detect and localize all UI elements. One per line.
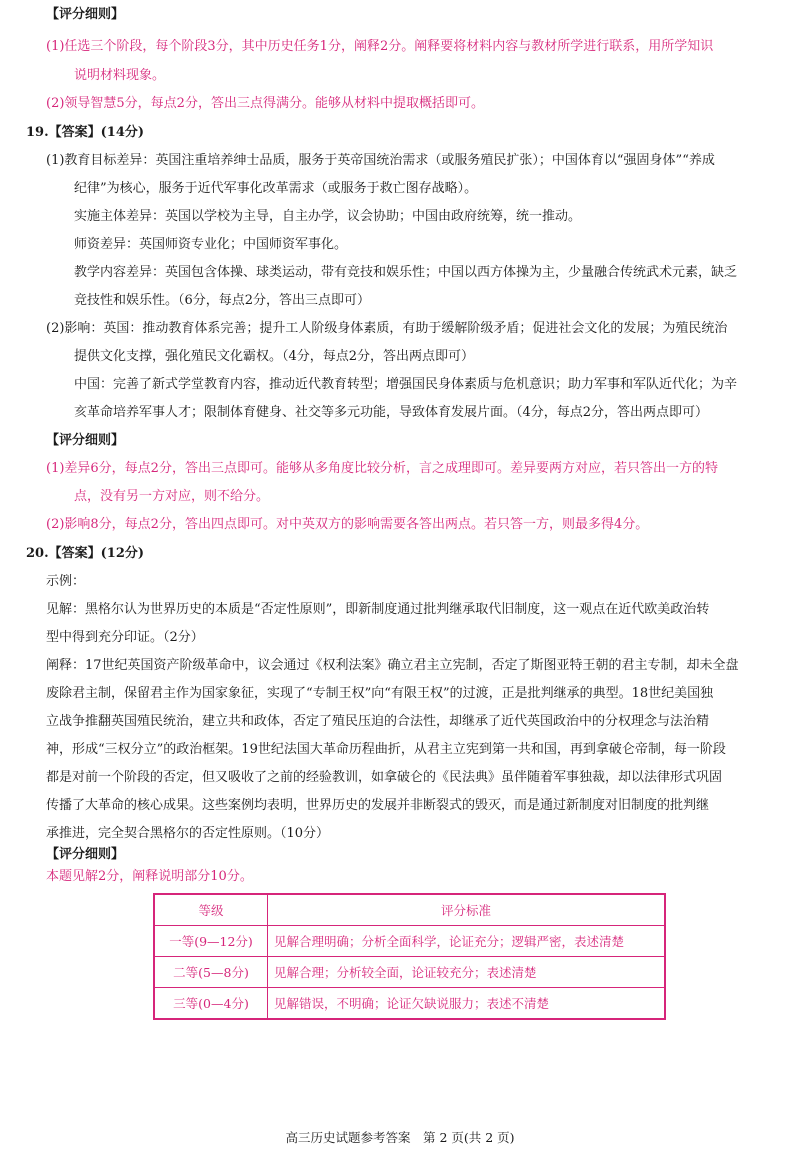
- q19-answer-line: 实施主体差异：英国以学校为主导，自主办学，议会协助；中国由政府统筹，统一推动。: [74, 209, 582, 224]
- q20-answer-line: 承推进，完全契合黑格尔的否定性原则。（10分）: [46, 826, 330, 841]
- q19-rubric-line: (2)影响8分，每点2分，答出四点即可。对中英双方的影响需要各答出两点。若只答一方，则最多得4分。: [46, 517, 649, 532]
- q20-answer-line: 神，形成“三权分立”的政治框架。19世纪法国大革命历程曲折，从君主立宪到第一共和国，再到拿破仑帝制，每一阶段: [46, 742, 726, 757]
- q19-rubric-line: (1)差异6分，每点2分，答出三点即可。能够从多角度比较分析，言之成理即可。差异要两方对应，若只答出一方的特: [46, 461, 718, 476]
- table-row: [154, 988, 665, 1020]
- q19-answer-line: 竞技性和娱乐性。（6分，每点2分，答出三点即可）: [74, 293, 371, 308]
- q19-answer-line: 提供文化支撑，强化殖民文化霸权。（4分，每点2分，答出两点即可）: [74, 349, 475, 364]
- q19-answer-line: 师资差异：英国师资专业化；中国师资军事化。: [74, 237, 348, 252]
- table-cell-level: 二等(5—8分): [154, 957, 268, 988]
- q19-answer-line: 纪律”为核心，服务于近代军事化改革需求（或服务于救亡图存战略）。: [74, 181, 478, 196]
- table-header-level: 等级: [154, 894, 268, 926]
- q20-answer-line: 废除君主制，保留君主作为国家象征，实现了“专制王权”向“有限王权”的过渡，正是批判继承的典型。18世纪美国独: [46, 686, 714, 701]
- q19-answer-line: 中国：完善了新式学堂教育内容，推动近代教育转型；增强国民身体素质与危机意识；助力军事和军队近代化；为辛: [74, 377, 738, 392]
- q18-rubric-line-3: (2)领导智慧5分，每点2分，答出三点得满分。能够从材料中提取概括即可。: [46, 96, 484, 111]
- q20-answer-line: 立战争推翻英国殖民统治，建立共和政体，否定了殖民压迫的合法性，却继承了近代英国政治中的分权理念与法治精: [46, 714, 710, 729]
- q19-heading: 19.【答案】(14分): [26, 125, 145, 140]
- rubric-header: 【评分细则】: [46, 7, 125, 22]
- q20-example-label: 示例：: [46, 574, 86, 589]
- q20-rubric-header: 【评分细则】: [46, 847, 125, 862]
- q20-answer-line: 阐释：17世纪英国资产阶级革命中，议会通过《权利法案》确立君主立宪制，否定了斯图亚特王朝的君主专制，却未全盘: [46, 658, 739, 673]
- q19-answer-line: (2)影响：英国：推动教育体系完善；提升工人阶级身体素质，有助于缓解阶级矛盾；促进社会文化的发展；为殖民统治: [46, 321, 728, 336]
- q19-rubric-header: 【评分细则】: [46, 433, 125, 448]
- q19-rubric-line: 点，没有另一方对应，则不给分。: [74, 489, 270, 504]
- table-cell-level: 一等(9—12分): [154, 926, 268, 957]
- q18-rubric-line-2: 说明材料现象。: [74, 68, 166, 83]
- table-header-row: [154, 894, 665, 926]
- q20-answer-line: 型中得到充分印证。（2分）: [46, 630, 204, 645]
- table-cell-standard: 见解合理明确；分析全面科学，论证充分；逻辑严密，表述清楚: [268, 926, 666, 957]
- page-footer: 高三历史试题参考答案 第 2 页(共 2 页): [285, 1130, 515, 1145]
- table-header-standard: 评分标准: [268, 894, 666, 926]
- q19-answer-line: 亥革命培养军事人才；限制体育健身、社交等多元功能，导致体育发展片面。（4分，每点2分，答出两点即可）: [74, 405, 709, 420]
- table-cell-level: 三等(0—4分): [154, 988, 268, 1020]
- q20-rubric-line: 本题见解2分，阐释说明部分10分。: [46, 869, 253, 884]
- q19-answer-line: (1)教育目标差异：英国注重培养绅士品质，服务于英帝国统治需求（或服务殖民扩张）；中国体育以“强固身体”“养成: [46, 153, 715, 168]
- table-cell-standard: 见解合理；分析较全面，论证较充分；表述清楚: [268, 957, 666, 988]
- q20-answer-line: 见解：黑格尔认为世界历史的本质是“否定性原则”，即新制度通过批判继承取代旧制度，这一观点在近代欧美政治转: [46, 602, 710, 617]
- q20-heading: 20.【答案】(12分): [26, 546, 145, 561]
- q19-answer-line: 教学内容差异：英国包含体操、球类运动，带有竞技和娱乐性；中国以西方体操为主，少量融合传统武术元素，缺乏: [74, 265, 738, 280]
- scoring-table: [153, 893, 666, 1020]
- table-row: [154, 926, 665, 957]
- q20-answer-line: 都是对前一个阶段的否定，但又吸收了之前的经验教训，如拿破仑的《民法典》虽伴随着军事独裁，却以法律形式巩固: [46, 770, 723, 785]
- table-row: [154, 957, 665, 988]
- table-cell-standard: 见解错误，不明确；论证欠缺说服力；表述不清楚: [268, 988, 666, 1020]
- q18-rubric-line-1: (1)任选三个阶段，每个阶段3分，其中历史任务1分，阐释2分。阐释要将材料内容与教材所学进行联系，用所学知识: [46, 39, 714, 54]
- q20-answer-line: 传播了大革命的核心成果。这些案例均表明，世界历史的发展并非断裂式的毁灭，而是通过新制度对旧制度的批判继: [46, 798, 710, 813]
